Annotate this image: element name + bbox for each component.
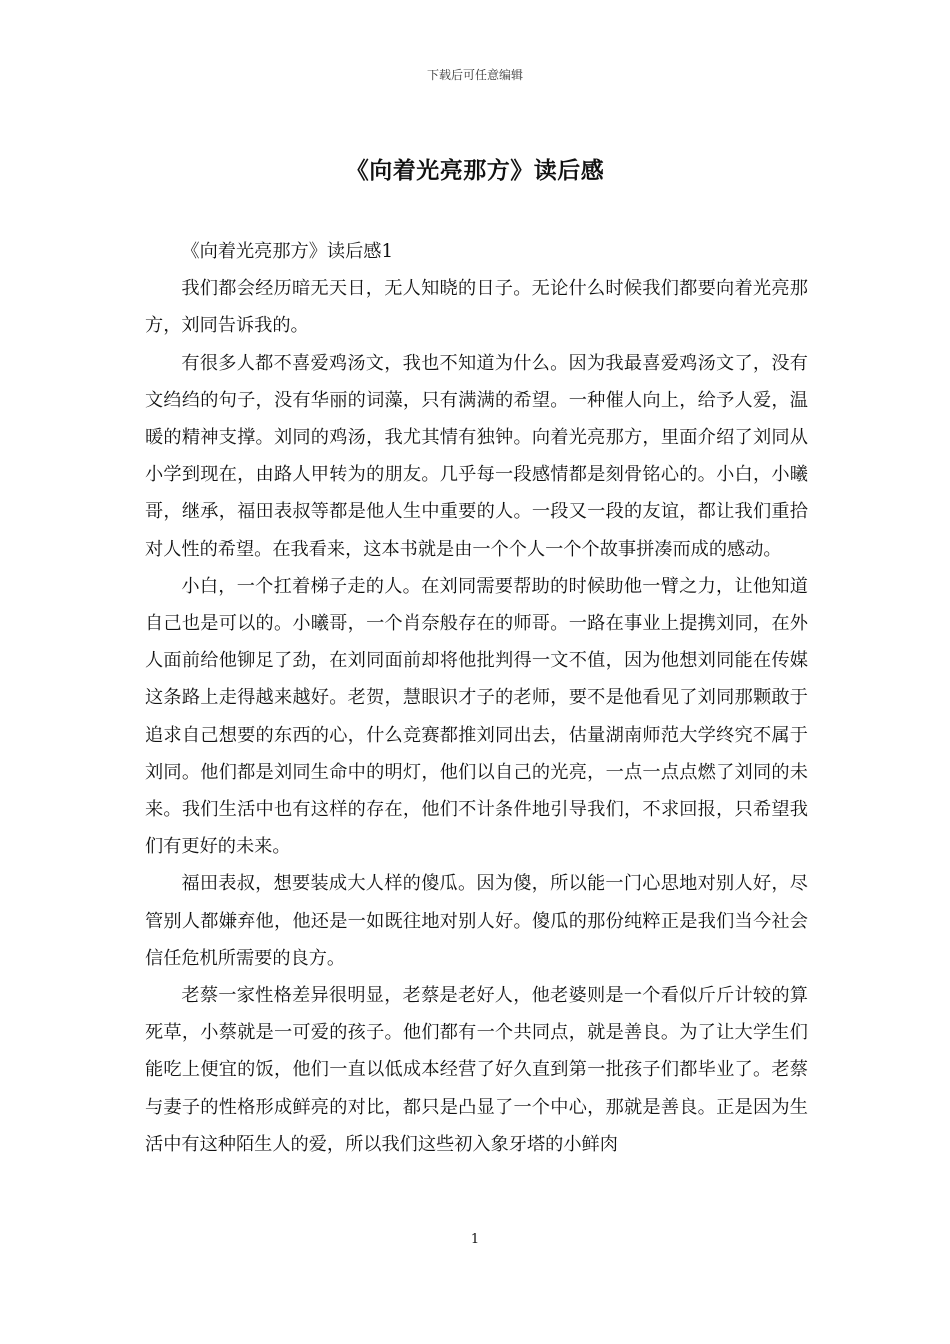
header-note: 下载后可任意编辑	[426, 68, 523, 82]
document-body	[145, 233, 808, 1163]
paragraph: 有很多人都不喜爱鸡汤文，我也不知道为什么。因为我最喜爱鸡汤文了，没有文绉绉的句子，没有华丽的词藻，只有满满的希望。一种催人向上，给予人爱，温暖的精神支撑。刘同的鸡汤，我尤其情有独钟。向着光亮那方，里面介绍了刘同从小学到现在，由路人甲转为的朋友。几乎每一段感情都是刻骨铭心的。小白，小曦哥，继承，福田表叔等都是他人生中重要的人。一段又一段的友谊，都让我们重拾对人性的希望。在我看来，这本书就是由一个个人一个个故事拼凑而成的感动。	[145, 352, 808, 560]
paragraph: 小白，一个扛着梯子走的人。在刘同需要帮助的时候助他一臂之力，让他知道自己也是可以的。小曦哥，一个肖奈般存在的师哥。一路在事业上提携刘同，在外人面前给他铆足了劲，在刘同面前却将他批判得一文不值，因为他想刘同能在传媒这条路上走得越来越好。老贺，慧眼识才子的老师，要不是他看见了刘同那颗敢于追求自己想要的东西的心，什么竞赛都推刘同出去，估量湖南师范大学终究不属于刘同。他们都是刘同生命中的明灯，他们以自己的光亮，一点一点点燃了刘同的未来。我们生活中也有这样的存在，他们不计条件地引导我们，不求回报，只希望我们有更好的未来。	[145, 575, 808, 858]
paragraph: 老蔡一家性格差异很明显，老蔡是老好人，他老婆则是一个看似斤斤计较的算死草，小蔡就是一可爱的孩子。他们都有一个共同点，就是善良。为了让大学生们能吃上便宜的饭，他们一直以低成本经营了好久直到第一批孩子们都毕业了。老蔡与妻子的性格形成鲜亮的对比，都只是凸显了一个中心，那就是善良。正是因为生活中有这种陌生人的爱，所以我们这些初入象牙塔的小鲜肉	[145, 985, 808, 1155]
section-heading: 《向着光亮那方》读后感1	[181, 241, 394, 262]
paragraph: 福田表叔，想要装成大人样的傻瓜。因为傻，所以能一门心思地对别人好，尽管别人都嫌弃他，他还是一如既往地对别人好。傻瓜的那份纯粹正是我们当今社会信任危机所需要的良方。	[145, 873, 808, 969]
page-number: 1	[470, 1232, 480, 1247]
paragraph: 我们都会经历暗无天日，无人知晓的日子。无论什么时候我们都要向着光亮那方，刘同告诉我的。	[145, 278, 808, 337]
document-title: 《向着光亮那方》读后感	[345, 157, 605, 184]
